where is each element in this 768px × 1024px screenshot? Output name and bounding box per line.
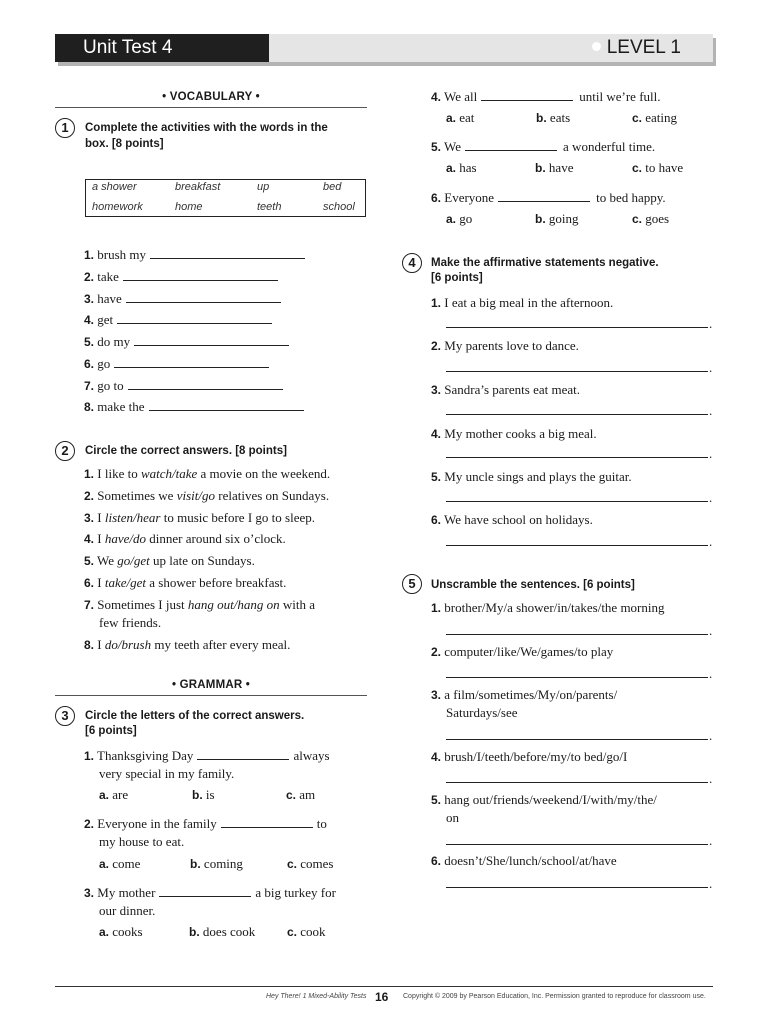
item-text: Thanksgiving Day [97,748,194,763]
option-text: cook [300,924,326,939]
q1-item [84,268,278,286]
option-c[interactable] [632,110,677,126]
option-text: are [112,787,129,802]
section-divider [55,107,367,108]
answer-choices[interactable]: do/brush [104,637,152,652]
item-text: get [97,312,114,327]
item-number: 5. [431,793,442,807]
item-text: Everyone [444,190,495,205]
answer-choices[interactable]: listen/hear [104,510,161,525]
item-text: to [316,816,327,831]
q4-item [431,381,580,399]
item-number: 7. [84,379,95,393]
vocabulary-heading: • VOCABULARY • [162,91,260,103]
question-number-3: 3 [55,706,75,726]
answer-blank[interactable] [221,816,313,828]
footer-divider [55,986,713,987]
q5-item-continued: Saturdays/see [446,705,518,720]
option-b[interactable] [536,110,570,126]
item-text: relatives on Sundays. [214,488,330,503]
option-letter: a. [446,161,457,175]
question-number-5: 5 [402,574,422,594]
item-number: 2. [84,270,95,284]
option-letter: a. [446,212,457,226]
item-text: My parents love to dance. [444,338,579,353]
answer-blank[interactable] [498,190,590,202]
answer-line[interactable] [446,414,708,415]
option-letter: a. [99,857,110,871]
q3-item-continued: our dinner. [99,903,156,918]
answer-line[interactable] [446,782,708,783]
q3-item [431,138,655,156]
answer-choices[interactable]: watch/take [140,466,198,481]
item-text: have [97,291,122,306]
option-letter: b. [535,212,546,226]
word-box [85,179,366,217]
word-box-item: breakfast [175,181,221,193]
q3-instruction-line-1: Circle the letters of the correct answers. [85,710,305,722]
q4-instruction-line-1: Make the affirmative statements negative. [431,257,659,269]
item-text: My uncle sings and plays the guitar. [444,469,632,484]
q5-item [431,791,657,809]
q2-item [84,636,290,654]
answer-blank[interactable] [481,89,573,101]
answer-blank[interactable] [159,885,251,897]
q4-item [431,511,593,529]
option-letter: b. [189,925,200,939]
item-number: 4. [431,750,442,764]
item-text: go [97,356,111,371]
answer-line[interactable] [446,545,708,546]
word-box-item: home [175,201,203,213]
answer-line[interactable] [446,327,708,328]
answer-blank[interactable] [126,291,281,303]
option-letter: b. [190,857,201,871]
q2-item [84,596,315,614]
item-number: 5. [431,470,442,484]
q1-instruction-line-1: Complete the activities with the words in the [85,122,328,134]
item-number: 5. [431,140,442,154]
section-divider [55,695,367,696]
q5-item [431,643,613,661]
word-box-item: a shower [92,181,137,193]
item-text: We all [444,89,478,104]
q1-item [84,398,304,416]
answer-line[interactable] [446,677,708,678]
option-letter: c. [632,161,643,175]
item-number: 6. [431,513,442,527]
q1-item [84,355,269,373]
answer-blank[interactable] [149,399,304,411]
question-number-1: 1 [55,118,75,138]
item-text: brush/I/teeth/before/my/to bed/go/I [444,749,628,764]
option-text: eating [645,110,678,125]
q5-item-continued: on [446,810,459,825]
item-text: a wonderful time. [563,139,656,154]
item-number: 2. [84,489,95,503]
q3-item [431,88,661,106]
item-text: with a [279,597,316,612]
option-letter: c. [632,212,643,226]
item-number: 3. [431,688,442,702]
answer-line[interactable] [446,634,708,635]
item-text: My mother cooks a big meal. [444,426,597,441]
item-number: 7. [84,598,95,612]
option-text: is [205,787,215,802]
option-text: cooks [112,924,143,939]
item-text: I [97,531,105,546]
item-text: dinner around six o’clock. [146,531,286,546]
word-box-item: teeth [257,201,282,213]
item-number: 2. [431,339,442,353]
q3-item [84,884,336,902]
period-mark: . [709,728,713,743]
period-mark: . [709,403,713,418]
item-number: 4. [84,532,95,546]
period-mark: . [709,316,713,331]
item-text: computer/like/We/games/to play [444,644,614,659]
item-text: I [97,575,105,590]
option-c[interactable] [632,160,683,176]
item-text: a shower before breakfast. [146,575,287,590]
q1-instruction-line-2: box. [8 points] [85,138,164,150]
grammar-heading: • GRAMMAR • [172,679,250,691]
q1-item [84,311,272,329]
page-number: 16 [375,990,389,1004]
item-number: 3. [84,292,95,306]
item-number: 2. [84,817,95,831]
option-text: coming [203,856,243,871]
item-number: 4. [84,313,95,327]
option-a[interactable] [99,787,128,803]
option-letter: b. [535,161,546,175]
header-bar [55,34,713,62]
option-a[interactable] [446,211,472,227]
item-text: a big turkey for [255,885,336,900]
item-text: I like to [97,466,141,481]
answer-choices[interactable]: visit/go [176,488,215,503]
item-number: 8. [84,400,95,414]
q4-item [431,425,597,443]
item-number: 6. [431,191,442,205]
item-text: brother/My/a shower/in/takes/the morning [444,600,665,615]
option-c[interactable] [632,211,669,227]
q2-item [84,487,329,505]
item-number: 1. [84,749,95,763]
option-c[interactable] [287,856,333,872]
item-text: We [97,553,118,568]
q2-instruction: Circle the correct answers. [8 points] [85,445,287,457]
option-text: come [112,856,141,871]
q3-item-continued: my house to eat. [99,834,185,849]
item-text: I eat a big meal in the afternoon. [444,295,614,310]
option-text: have [548,160,574,175]
question-number-4: 4 [402,253,422,273]
item-text: I [97,510,105,525]
q3-item [84,747,330,765]
item-text: make the [97,399,145,414]
item-text: take [97,269,119,284]
answer-blank[interactable] [114,356,269,368]
answer-line[interactable] [446,371,708,372]
option-text: eats [549,110,571,125]
option-letter: a. [99,925,110,939]
item-number: 1. [84,467,95,481]
q1-item [84,333,289,351]
item-number: 5. [84,335,95,349]
option-letter: b. [192,788,203,802]
item-text: Sometimes I just [97,597,188,612]
option-letter: b. [536,111,547,125]
option-a[interactable] [446,160,477,176]
period-mark: . [709,623,713,638]
option-letter: c. [287,925,298,939]
item-text: Sometimes we [97,488,177,503]
option-b[interactable] [189,924,255,940]
item-number: 3. [84,511,95,525]
bullet-icon [592,42,601,51]
footer-book-title: Hey There! 1 Mixed-Ability Tests [266,993,367,1000]
q5-item [431,599,665,617]
option-a[interactable] [99,924,143,940]
item-text: do my [97,334,131,349]
answer-blank[interactable] [134,334,289,346]
period-mark: . [709,360,713,375]
item-text: hang out/friends/weekend/I/with/my/the/ [444,792,657,807]
q2-item-continued: few friends. [99,615,162,630]
level-label [592,34,681,62]
answer-blank[interactable] [123,269,278,281]
word-box-item: up [257,181,270,193]
q1-item [84,377,283,395]
answer-blank[interactable] [117,312,272,324]
option-text: go [459,211,473,226]
item-number: 1. [431,296,442,310]
answer-choices[interactable]: take/get [104,575,147,590]
item-text: go to [97,378,124,393]
item-number: 3. [431,383,442,397]
q2-item [84,574,286,592]
q2-item [84,530,286,548]
item-number: 4. [431,90,442,104]
answer-blank[interactable] [150,247,305,259]
question-number-2: 2 [55,441,75,461]
period-mark: . [709,666,713,681]
item-text: We have school on holidays. [444,512,593,527]
item-number: 2. [431,645,442,659]
word-box-item: homework [92,201,143,213]
option-c[interactable] [286,787,315,803]
item-number: 5. [84,554,95,568]
answer-line[interactable] [446,457,708,458]
answer-choices[interactable]: hang out/hang on [187,597,280,612]
q5-instruction: Unscramble the sentences. [6 points] [431,579,635,591]
period-mark: . [709,490,713,505]
period-mark: . [709,534,713,549]
q5-item [431,852,617,870]
option-a[interactable] [446,110,474,126]
option-text: has [459,160,477,175]
q2-item [84,552,255,570]
period-mark: . [709,771,713,786]
item-number: 1. [431,601,442,615]
q3-item [431,189,666,207]
item-number: 1. [84,248,95,262]
item-text: a film/sometimes/My/on/parents/ [444,687,618,702]
option-a[interactable] [99,856,140,872]
answer-blank[interactable] [128,378,283,390]
word-box-item: bed [323,181,342,193]
answer-blank[interactable] [197,748,289,760]
q3-instruction-line-2: [6 points] [85,725,137,737]
option-text: going [548,211,579,226]
item-text: to bed happy. [596,190,666,205]
option-b[interactable] [192,787,215,803]
option-b[interactable] [190,856,243,872]
answer-line[interactable] [446,844,708,845]
answer-choices[interactable]: have/do [104,531,147,546]
q3-item [84,815,327,833]
option-text: comes [300,856,334,871]
option-b[interactable] [535,211,579,227]
item-number: 8. [84,638,95,652]
answer-line[interactable] [446,739,708,740]
option-letter: c. [287,857,298,871]
answer-line[interactable] [446,501,708,502]
q5-item [431,686,617,704]
item-text: to music before I go to sleep. [160,510,315,525]
item-text: doesn’t/She/lunch/school/at/have [444,853,617,868]
item-number: 6. [84,576,95,590]
period-mark: . [709,833,713,848]
item-text: until we’re full. [579,89,661,104]
item-number: 4. [431,427,442,441]
option-text: eat [459,110,475,125]
level-text: LEVEL 1 [606,37,681,58]
item-text: I [97,637,105,652]
item-number: 3. [84,886,95,900]
answer-choices[interactable]: go/get [117,553,150,568]
item-text: Sandra’s parents eat meat. [444,382,580,397]
item-text: always [293,748,330,763]
unit-title: Unit Test 4 [55,34,269,62]
option-letter: c. [286,788,297,802]
item-text: We [444,139,462,154]
q3-item-continued: very special in my family. [99,766,235,781]
item-number: 6. [431,854,442,868]
item-text: a movie on the weekend. [197,466,331,481]
answer-blank[interactable] [465,139,557,151]
option-text: am [299,787,316,802]
option-letter: c. [632,111,643,125]
q2-item [84,509,315,527]
option-text: to have [645,160,684,175]
option-text: goes [645,211,670,226]
footer-copyright: Copyright © 2009 by Pearson Education, Inc. Permission granted to reproduce for classroom use. [403,993,706,1000]
q1-item [84,246,305,264]
item-number: 6. [84,357,95,371]
item-text: Everyone in the family [97,816,217,831]
item-text: up late on Sundays. [149,553,255,568]
q5-item [431,748,627,766]
q4-item [431,294,613,312]
period-mark: . [709,876,713,891]
q4-item [431,468,632,486]
option-letter: a. [446,111,457,125]
q1-item [84,290,281,308]
word-box-item: school [323,201,355,213]
option-b[interactable] [535,160,573,176]
item-text: my teeth after every meal. [151,637,291,652]
item-text: My mother [97,885,156,900]
answer-line[interactable] [446,887,708,888]
item-text: brush my [97,247,147,262]
q4-item [431,337,579,355]
option-c[interactable] [287,924,326,940]
option-text: does cook [202,924,256,939]
option-letter: a. [99,788,110,802]
period-mark: . [709,446,713,461]
q4-instruction-line-2: [6 points] [431,272,483,284]
q2-item [84,465,330,483]
